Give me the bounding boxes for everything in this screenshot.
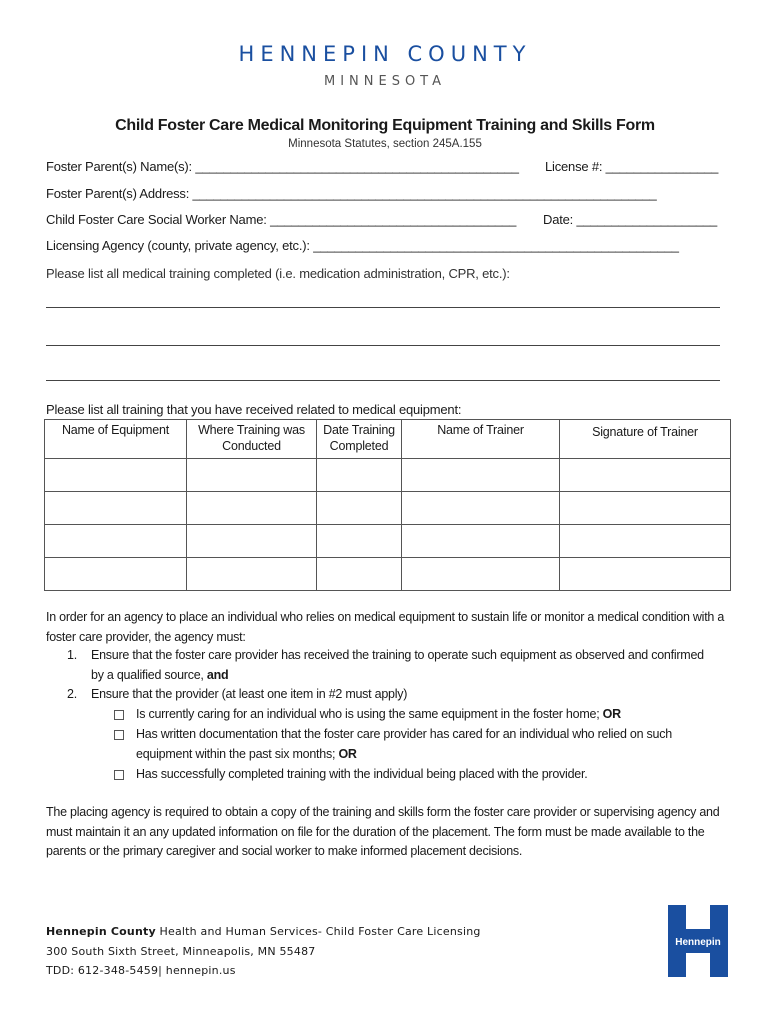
footer-contact: TDD: 612-348-5459| hennepin.us — [46, 964, 236, 977]
emphasis-or: OR — [602, 707, 621, 721]
table-cell[interactable] — [45, 558, 187, 591]
medical-training-line[interactable] — [46, 380, 720, 381]
sub-requirement-3: Has successfully completed training with the individual being placed with the provider. — [136, 767, 588, 781]
column-header: Where Training was Conducted — [187, 420, 317, 459]
closing-paragraph: The placing agency is required to obtain a copy of the training and skills form the foster care provider or supervising agency and must maintain it an any updated information on file for the duration of the placement. The form must be made available to the parents or the primary caregiver and social worker to make informed placement decisions. — [46, 805, 720, 858]
table-cell[interactable] — [402, 459, 560, 492]
requirements-intro: In order for an agency to place an individual who relies on medical equipment to sustain life or monitor a medical condition with a foster care provider, the agency must: — [46, 610, 725, 644]
medical-training-line[interactable] — [46, 307, 720, 308]
table-cell[interactable] — [317, 492, 402, 525]
sub-requirement-1-text: Is currently caring for an individual who is using the same equipment in the foster home; — [136, 707, 600, 721]
table-cell[interactable] — [402, 525, 560, 558]
table-cell[interactable] — [187, 459, 317, 492]
logo-text: Hennepin — [675, 937, 721, 948]
requirement-item-2: Ensure that the provider (at least one item in #2 must apply) — [91, 687, 408, 701]
checkbox-completed-training[interactable] — [114, 770, 124, 780]
emphasis-and: and — [206, 667, 229, 682]
sub-requirement-2-text: Has written documentation that the foster care provider has cared for an individual who relied on such equipment within the past six months; — [136, 727, 672, 761]
table-cell[interactable] — [45, 459, 187, 492]
table-cell[interactable] — [560, 492, 731, 525]
table-row — [45, 492, 731, 525]
foster-parents-name-field[interactable]: Foster Parent(s) Name(s): ______________________________________________ — [46, 159, 519, 174]
column-header: Name of Equipment — [45, 420, 187, 459]
training-table-caption: Please list all training that you have received related to medical equipment: — [46, 402, 462, 417]
table-cell[interactable] — [187, 492, 317, 525]
footer-org-name: Hennepin County — [46, 925, 156, 938]
medical-training-line[interactable] — [46, 345, 720, 346]
table-cell[interactable] — [317, 525, 402, 558]
table-cell[interactable] — [45, 525, 187, 558]
footer-org-line — [46, 925, 481, 938]
table-cell[interactable] — [317, 558, 402, 591]
table-cell[interactable] — [187, 525, 317, 558]
footer-org-department: Health and Human Services- Child Foster Care Licensing — [155, 925, 481, 938]
table-cell[interactable] — [560, 558, 731, 591]
table-cell[interactable] — [317, 459, 402, 492]
column-header: Signature of Trainer — [560, 420, 731, 459]
requirement-item-1-text: Ensure that the foster care provider has received the training to operate such equipment as observed and confirmed by a qualified source, — [91, 648, 704, 682]
org-name: HENNEPIN COUNTY — [238, 42, 532, 66]
column-header: Name of Trainer — [402, 420, 560, 459]
date-field[interactable]: Date: ____________________ — [543, 212, 718, 227]
form-title: Child Foster Care Medical Monitoring Equipment Training and Skills Form — [115, 117, 655, 134]
hennepin-logo — [668, 905, 728, 977]
table-header-row — [45, 420, 731, 459]
form-subtitle: Minnesota Statutes, section 245A.155 — [288, 138, 482, 150]
item-number: 2. — [67, 687, 77, 701]
emphasis-or: OR — [338, 746, 357, 761]
table-row — [45, 459, 731, 492]
table-cell[interactable] — [187, 558, 317, 591]
sub-requirement-2 — [136, 725, 706, 764]
licensing-agency-field[interactable]: Licensing Agency (county, private agency, etc.): ____________________________________________________ — [46, 238, 679, 253]
sub-requirement-1 — [136, 705, 726, 725]
foster-parents-address-field[interactable]: Foster Parent(s) Address: __________________________________________________________________ — [46, 186, 657, 201]
equipment-training-table — [44, 419, 731, 591]
table-row — [45, 525, 731, 558]
item-number: 1. — [67, 648, 77, 662]
table-row — [45, 558, 731, 591]
table-cell[interactable] — [45, 492, 187, 525]
medical-training-prompt: Please list all medical training completed (i.e. medication administration, CPR, etc.): — [46, 266, 510, 281]
org-state: MINNESOTA — [323, 74, 447, 89]
table-cell[interactable] — [402, 492, 560, 525]
checkbox-written-documentation[interactable] — [114, 730, 124, 740]
column-header: Date Training Completed — [317, 420, 402, 459]
table-cell[interactable] — [402, 558, 560, 591]
checkbox-currently-caring[interactable] — [114, 710, 124, 720]
requirement-item-1 — [91, 646, 711, 685]
table-cell[interactable] — [560, 525, 731, 558]
social-worker-name-field[interactable]: Child Foster Care Social Worker Name: ___________________________________ — [46, 212, 517, 227]
footer-address: 300 South Sixth Street, Minneapolis, MN 55487 — [46, 945, 316, 958]
table-cell[interactable] — [560, 459, 731, 492]
license-number-field[interactable]: License #: ________________ — [545, 159, 719, 174]
